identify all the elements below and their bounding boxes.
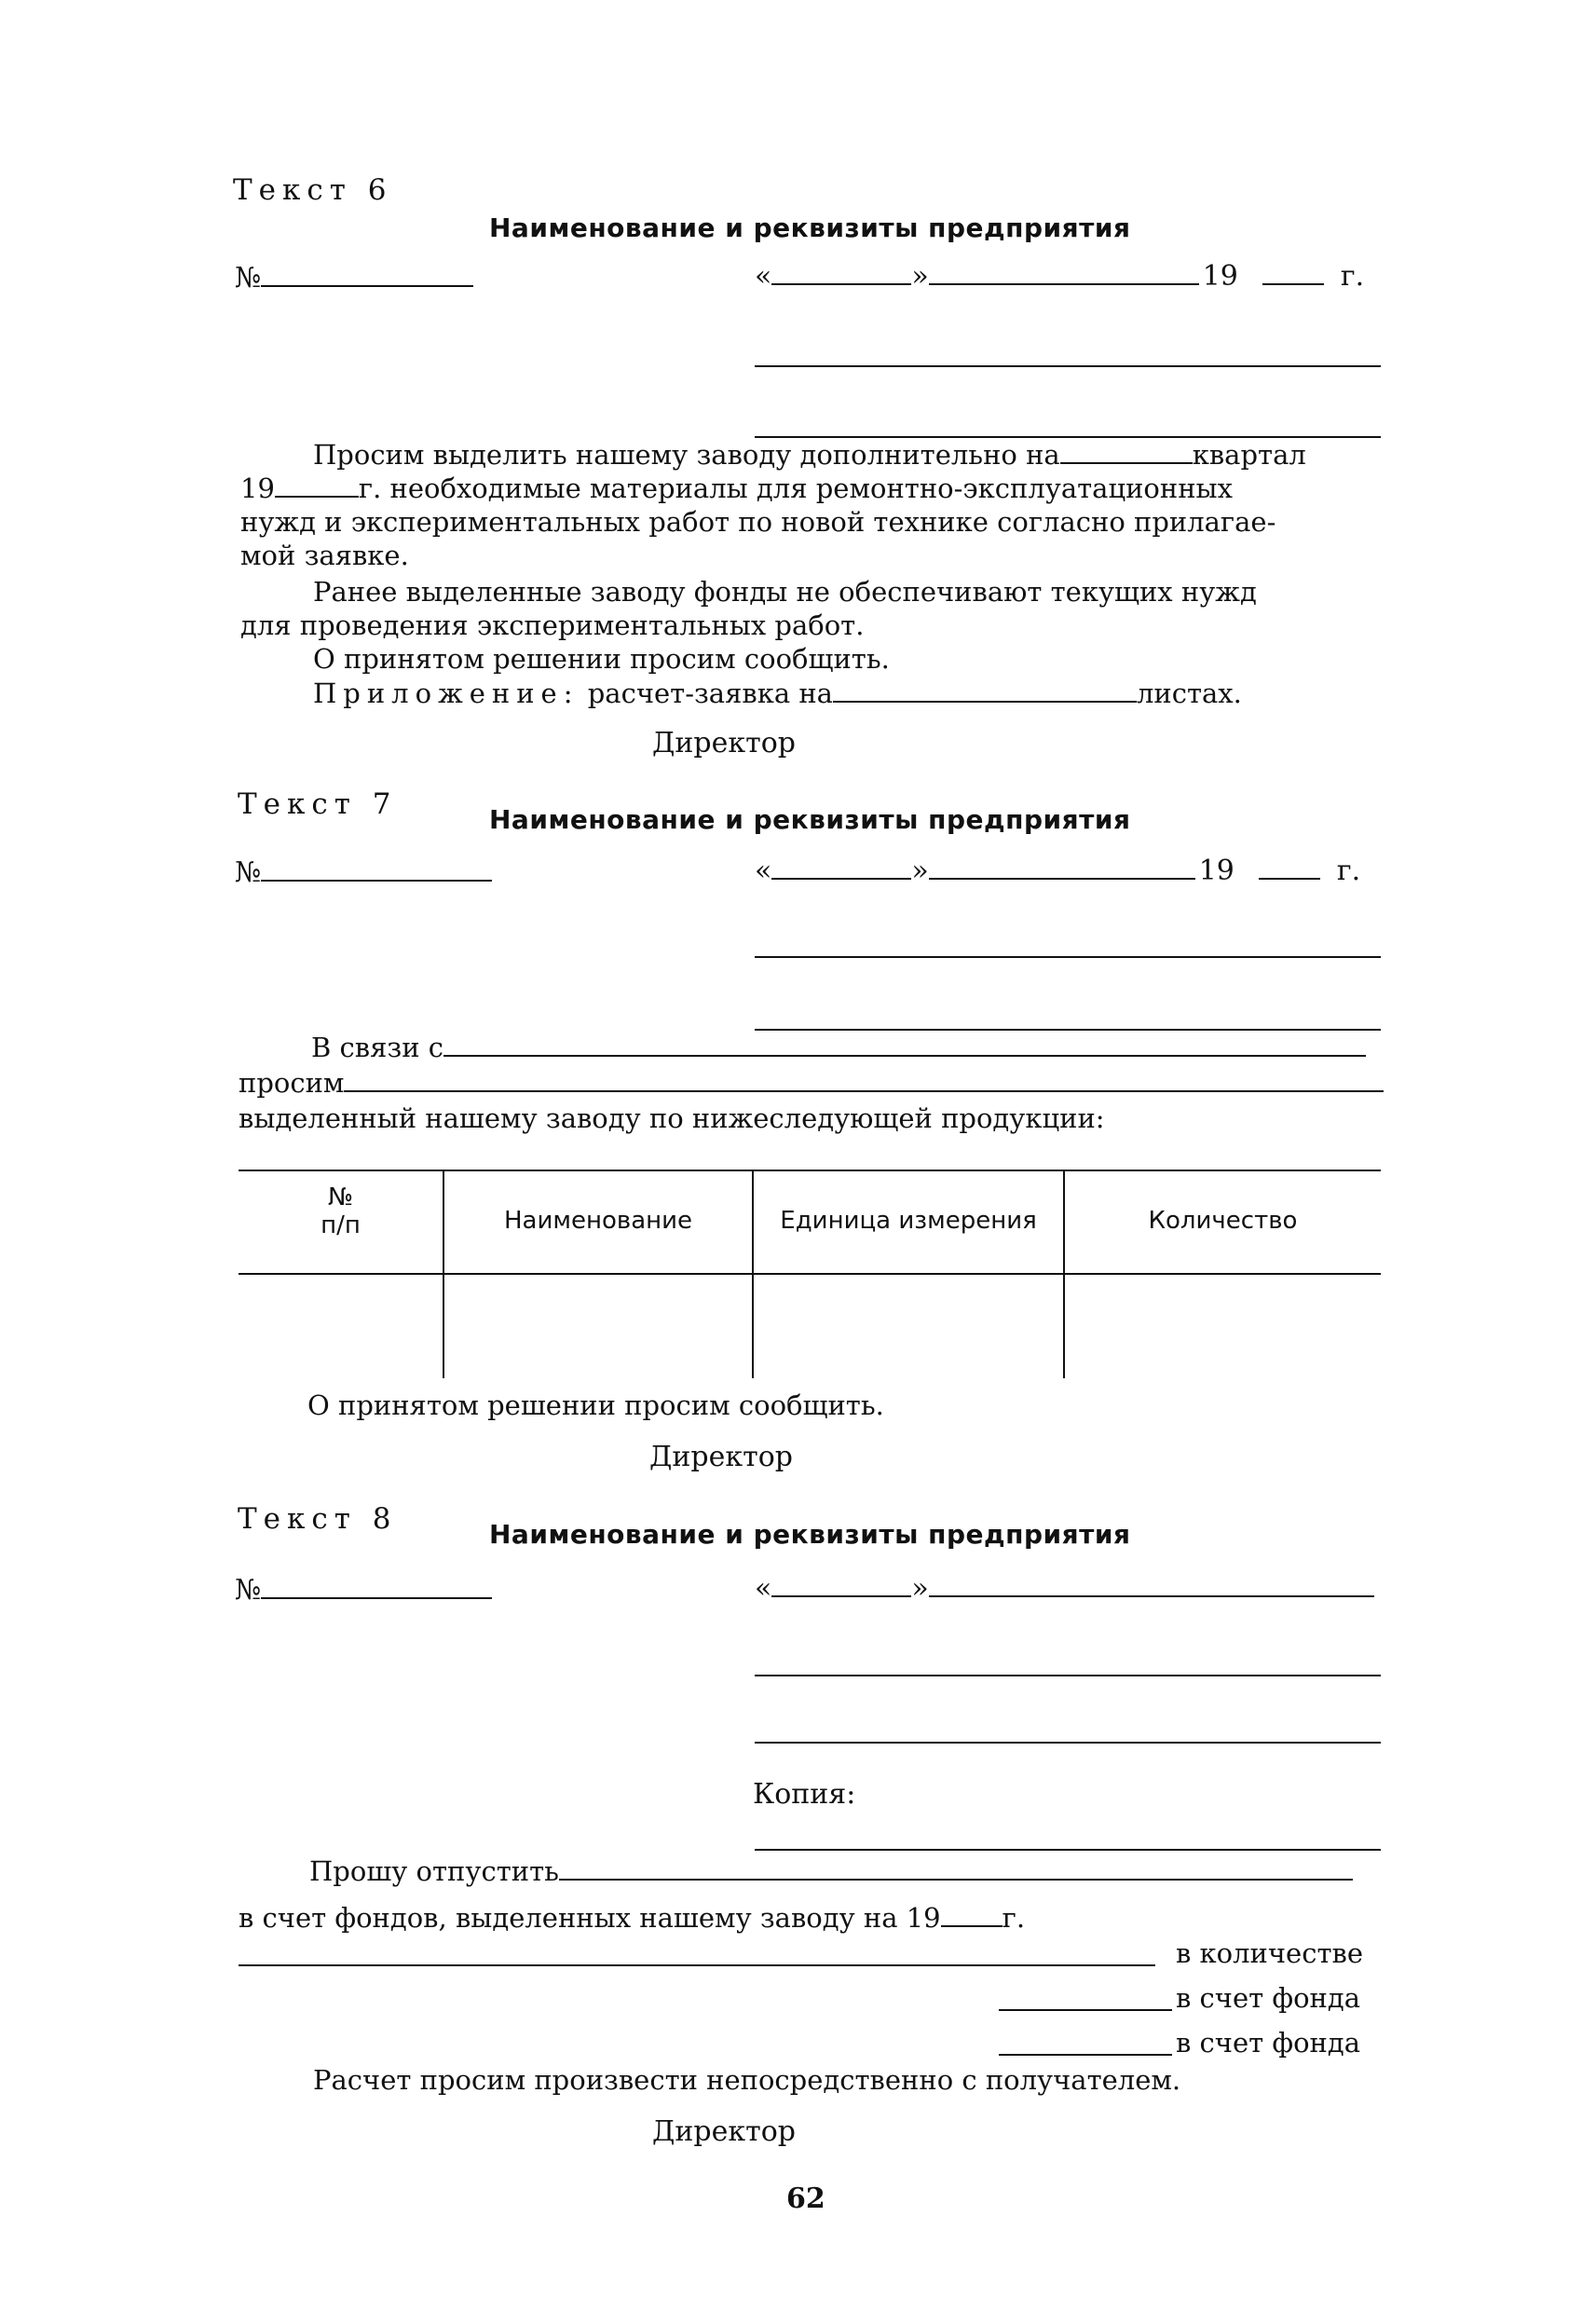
text6-para1-line2 — [240, 472, 1233, 505]
text7-line1 — [311, 1031, 1366, 1064]
text7-year-suffix: г. — [1336, 855, 1361, 887]
text8-line2-year-blank — [941, 1901, 1003, 1927]
text7-final-para: О принятом решении просим сообщить. — [307, 1389, 884, 1421]
text8-number-blank — [261, 1573, 492, 1599]
text6-quarter-word: квартал — [1192, 439, 1306, 471]
text6-number-blank — [261, 261, 473, 287]
text8-heading: Наименование и реквизиты предприятия — [489, 1519, 1131, 1550]
text7-line3: выделенный нашему заводу по нижеследующей продукции: — [239, 1102, 1105, 1134]
text6-para1-year-blank — [275, 472, 359, 498]
table-col-divider-1 — [443, 1170, 444, 1378]
text7-line2-text: просим — [239, 1067, 345, 1099]
table-header-num-pp: п/п — [321, 1211, 361, 1239]
text8-number-field — [235, 1573, 492, 1607]
text7-day-blank — [771, 854, 911, 880]
text8-line2-year-suffix: г. — [1002, 1902, 1026, 1934]
text7-addressee-line-1 — [755, 956, 1381, 958]
text7-line2-blank — [344, 1066, 1384, 1092]
text6-month-blank — [929, 259, 1199, 285]
text6-signature: Директор — [652, 727, 796, 759]
text7-date-field — [755, 854, 1360, 887]
text6-appendix-text: расчет-заявка на — [587, 677, 833, 709]
text8-line3: в количестве — [1176, 1937, 1363, 1969]
table-col-divider-3 — [1063, 1170, 1065, 1378]
text6-quote-close: » — [911, 260, 929, 293]
table-header-name: Наименование — [503, 1207, 693, 1235]
text6-para2-line2: для проведения экспериментальных работ. — [240, 609, 865, 641]
text8-line6: Расчет просим произвести непосредственно с получателем. — [313, 2064, 1181, 2096]
text8-label: Текст 8 — [238, 1502, 398, 1536]
text6-para1-line3: нужд и экспериментальных работ по новой технике согласно прилагае- — [240, 506, 1276, 538]
text6-para3: О принятом решении просим сообщить. — [313, 643, 890, 675]
text6-para1-year: 19 — [240, 472, 275, 504]
text7-line1-text: В связи с — [311, 1032, 443, 1063]
text6-number-field — [235, 261, 473, 294]
text8-copy-line — [755, 1849, 1381, 1851]
text8-fund-line-1 — [999, 2009, 1172, 2011]
text7-quote-open: « — [755, 855, 772, 887]
text6-sheets-word: листах. — [1136, 677, 1242, 709]
text7-quote-close: » — [911, 855, 929, 887]
text7-year-blank — [1259, 854, 1320, 880]
table-top-rule — [239, 1170, 1381, 1171]
text8-month-blank — [929, 1571, 1374, 1597]
text7-number-field — [235, 855, 492, 889]
table-header-num-sign: № — [327, 1183, 354, 1211]
text6-year-suffix: г. — [1340, 260, 1365, 293]
text6-year-blank — [1262, 259, 1324, 285]
text7-month-blank — [929, 854, 1195, 880]
text7-line2 — [239, 1066, 1384, 1100]
text7-line1-blank — [443, 1031, 1366, 1057]
text6-addressee-line-1 — [755, 365, 1381, 367]
text8-signature: Директор — [652, 2115, 796, 2148]
text8-quantity-line — [239, 1964, 1155, 1966]
text8-line1 — [309, 1854, 1353, 1888]
text8-date-field — [755, 1571, 1374, 1605]
text8-quote-close: » — [911, 1572, 929, 1605]
text8-line2 — [239, 1901, 1025, 1935]
table-header-quantity: Количество — [1148, 1207, 1298, 1235]
text8-addressee-line-2 — [755, 1742, 1381, 1744]
text7-year-prefix: 19 — [1198, 855, 1235, 887]
text8-addressee-line-1 — [755, 1675, 1381, 1676]
text6-number-sign: № — [235, 262, 262, 294]
text8-line2-text: в счет фондов, выделенных нашему заводу на 19 — [239, 1902, 941, 1934]
text8-number-sign: № — [235, 1574, 262, 1607]
text6-year-prefix: 19 — [1202, 260, 1238, 293]
table-header-unit: Единица измерения — [780, 1207, 1037, 1235]
text7-number-blank — [261, 855, 492, 882]
text6-quarter-blank — [1060, 438, 1193, 464]
text6-para1-line1-text: Просим выделить нашему заводу дополнительно на — [313, 439, 1060, 471]
text6-heading: Наименование и реквизиты предприятия — [489, 212, 1131, 243]
text6-sheets-blank — [833, 677, 1137, 703]
text6-para1-line2-text: г. необходимые материалы для ремонтно-эксплуатационных — [358, 472, 1233, 504]
text6-quote-open: « — [755, 260, 772, 293]
text8-line4: в счет фонда — [1176, 1982, 1361, 2014]
text7-label: Текст 7 — [238, 787, 398, 821]
text6-appendix — [313, 677, 1242, 710]
text8-day-blank — [771, 1571, 911, 1597]
text6-para2-line1: Ранее выделенные заводу фонды не обеспечивают текущих нужд — [313, 576, 1257, 608]
text7-signature: Директор — [649, 1441, 793, 1473]
text8-quote-open: « — [755, 1572, 772, 1605]
text8-line5: в счет фонда — [1176, 2027, 1361, 2059]
text8-copy-label: Копия: — [753, 1778, 856, 1811]
text7-heading: Наименование и реквизиты предприятия — [489, 804, 1131, 835]
table-header-num — [239, 1183, 443, 1239]
text6-day-blank — [771, 259, 911, 285]
text6-para1-line4: мой заявке. — [240, 540, 409, 571]
text8-fund-line-2 — [999, 2054, 1172, 2056]
table-header-rule — [239, 1273, 1381, 1275]
table-col-divider-2 — [752, 1170, 754, 1378]
page-number: 62 — [786, 2182, 825, 2215]
text8-line1-text: Прошу отпустить — [309, 1855, 559, 1887]
text6-appendix-label: Приложение: — [313, 677, 580, 709]
text6-para1-line1 — [313, 438, 1306, 472]
text6-label: Текст 6 — [233, 173, 393, 207]
text6-date-field — [755, 259, 1364, 293]
text8-line1-blank — [559, 1854, 1353, 1881]
text7-number-sign: № — [235, 856, 262, 889]
